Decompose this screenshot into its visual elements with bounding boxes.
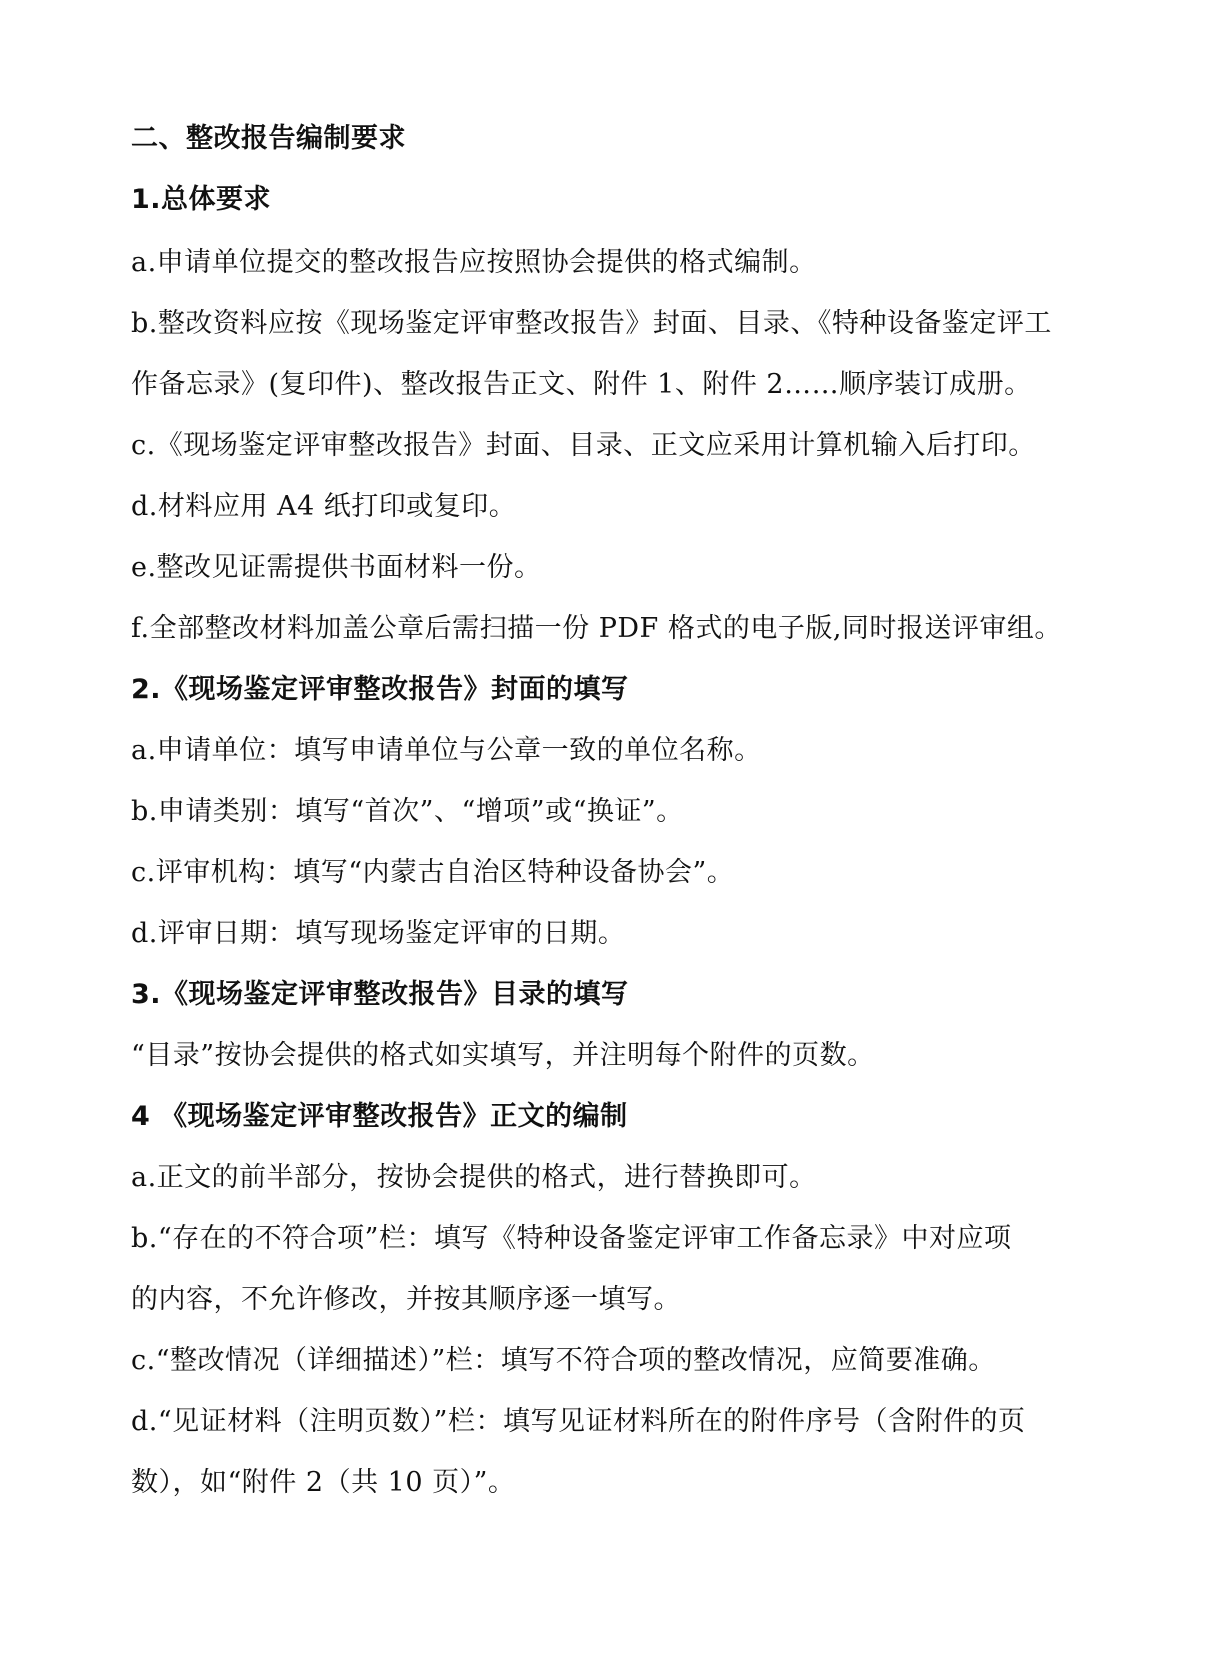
section-3-line-1: “目录”按协会提供的格式如实填写，并注明每个附件的页数。 bbox=[131, 1040, 875, 1071]
section-1-line-e: e.整改见证需提供书面材料一份。 bbox=[131, 552, 542, 583]
section-2-line-c: c.评审机构：填写“内蒙古自治区特种设备协会”。 bbox=[131, 857, 735, 888]
section-4-line-c: c.“整改情况（详细描述）”栏：填写不符合项的整改情况，应简要准确。 bbox=[131, 1345, 996, 1376]
section-4-line-b: b.“存在的不符合项”栏：填写《特种设备鉴定评审工作备忘录》中对应项 bbox=[131, 1223, 1012, 1254]
section-4-line-b-cont: 的内容，不允许修改，并按其顺序逐一填写。 bbox=[131, 1284, 681, 1315]
section-4-line-a: a.正文的前半部分，按协会提供的格式，进行替换即可。 bbox=[131, 1162, 817, 1193]
section-2-line-b: b.申请类别：填写“首次”、“增项”或“换证”。 bbox=[131, 796, 684, 827]
section-2-title: 2.《现场鉴定评审整改报告》封面的填写 bbox=[131, 674, 629, 705]
section-4-title: 4 《现场鉴定评审整改报告》正文的编制 bbox=[131, 1101, 628, 1132]
section-4-line-d: d.“见证材料（注明页数）”栏：填写见证材料所在的附件序号（含附件的页 bbox=[131, 1406, 1026, 1437]
section-2-line-a: a.申请单位：填写申请单位与公章一致的单位名称。 bbox=[131, 735, 762, 766]
section-4-line-d-cont: 数），如“附件 2（共 10 页）”。 bbox=[131, 1467, 516, 1498]
section-1-line-f: f.全部整改材料加盖公章后需扫描一份 PDF 格式的电子版,同时报送评审组。 bbox=[131, 613, 1062, 644]
section-3-title: 3.《现场鉴定评审整改报告》目录的填写 bbox=[131, 979, 629, 1010]
section-1-line-a: a.申请单位提交的整改报告应按照协会提供的格式编制。 bbox=[131, 247, 817, 278]
section-1-line-b-cont: 作备忘录》(复印件)、整改报告正文、附件 1、附件 2……顺序装订成册。 bbox=[131, 369, 1032, 400]
section-2-line-d: d.评审日期：填写现场鉴定评审的日期。 bbox=[131, 918, 626, 949]
section-1-line-b: b.整改资料应按《现场鉴定评审整改报告》封面、目录、《特种设备鉴定评工 bbox=[131, 308, 1052, 339]
document-heading: 二、整改报告编制要求 bbox=[131, 123, 406, 154]
section-1-line-d: d.材料应用 A4 纸打印或复印。 bbox=[131, 491, 517, 522]
section-1-line-c: c.《现场鉴定评审整改报告》封面、目录、正文应采用计算机输入后打印。 bbox=[131, 430, 1036, 461]
section-1-title: 1.总体要求 bbox=[131, 184, 272, 215]
